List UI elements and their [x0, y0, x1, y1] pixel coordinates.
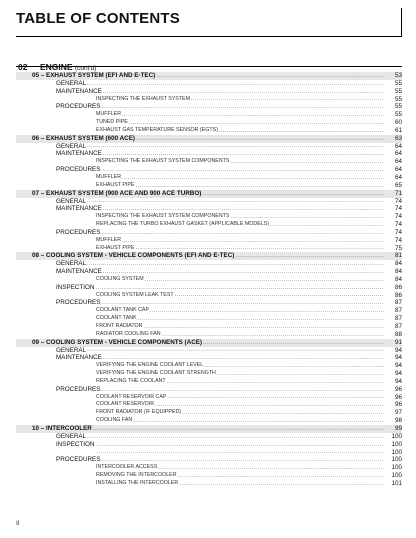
toc-list	[16, 72, 402, 488]
toc-entry-label: MUFFLER	[96, 111, 122, 118]
toc-leader-dots	[103, 269, 384, 276]
toc-entry[interactable]	[16, 347, 402, 355]
toc-entry-label: REPLACING THE COOLANT	[96, 377, 166, 384]
toc-leader-dots	[230, 214, 384, 221]
toc-entry[interactable]	[16, 166, 402, 174]
toc-entry[interactable]	[16, 409, 402, 417]
toc-leader-dots	[179, 481, 384, 488]
toc-entry[interactable]	[16, 472, 402, 480]
toc-page-number: 94	[394, 346, 402, 354]
toc-entry[interactable]	[16, 323, 402, 331]
toc-leader-dots	[158, 465, 384, 472]
toc-leader-dots	[97, 449, 384, 456]
toc-entry-label: INTERCOOLER ACCESS	[96, 464, 158, 471]
toc-leader-dots	[167, 379, 384, 386]
toc-entry-label: GENERAL	[56, 432, 87, 440]
toc-page-number: 74	[394, 205, 402, 213]
toc-page-number: 97	[394, 409, 402, 417]
toc-entry-label: EXHAUST GAS TEMPERATURE SENSOR (EGTS)	[96, 126, 218, 133]
toc-entry[interactable]	[16, 292, 402, 300]
toc-entry-label: COOLING SYSTEM	[96, 275, 144, 282]
toc-entry-label: INSPECTION	[56, 440, 95, 448]
toc-entry[interactable]	[16, 245, 402, 253]
toc-entry[interactable]	[16, 158, 402, 166]
toc-entry-label: COOLING FAN	[96, 417, 133, 424]
toc-entry-label: PROCEDURES	[56, 456, 101, 464]
section-name: ENGINE	[40, 62, 73, 72]
toc-entry[interactable]	[16, 174, 402, 182]
toc-entry[interactable]	[16, 119, 402, 127]
toc-page-number: 63	[394, 134, 402, 142]
toc-entry[interactable]	[16, 284, 402, 292]
toc-page-number: 96	[394, 393, 402, 401]
toc-page-number: 94	[394, 370, 402, 378]
toc-leader-dots	[122, 238, 384, 245]
toc-entry[interactable]	[16, 456, 402, 464]
toc-page-number: 84	[394, 260, 402, 268]
toc-entry-label: MAINTENANCE	[56, 354, 102, 362]
toc-entry-label: INSPECTING THE EXHAUST SYSTEM COMPONENTS	[96, 213, 230, 220]
toc-leader-dots	[96, 442, 385, 449]
toc-page-number: 86	[394, 291, 402, 299]
toc-page-number: 55	[394, 111, 402, 119]
toc-leader-dots	[133, 418, 384, 425]
toc-leader-dots	[167, 394, 384, 401]
toc-page-number: 87	[394, 315, 402, 323]
toc-entry-label: REMOVING THE INTERCOOLER	[96, 472, 177, 479]
toc-entry-label: VERIFYING THE ENGINE COOLANT STRENGTH	[96, 370, 216, 377]
toc-entry[interactable]	[16, 480, 402, 488]
toc-entry[interactable]	[16, 221, 402, 229]
toc-chapter-entry[interactable]	[16, 190, 402, 198]
toc-leader-dots	[87, 143, 384, 150]
toc-leader-dots	[155, 402, 384, 409]
toc-page-number: 61	[394, 126, 402, 134]
toc-entry-label: INSPECTING THE EXHAUST SYSTEM	[96, 95, 190, 102]
header-vertical-rule	[401, 8, 402, 36]
toc-entry[interactable]	[16, 198, 402, 206]
toc-page-number: 86	[394, 283, 402, 291]
toc-entry[interactable]	[16, 394, 402, 402]
toc-entry[interactable]	[16, 213, 402, 221]
toc-entry-label: GENERAL	[56, 197, 87, 205]
toc-entry-label: PROCEDURES	[56, 385, 101, 393]
toc-entry[interactable]	[16, 88, 402, 96]
toc-entry-label: REPLACING THE TURBO EXHAUST GASKET (APPLICABLE MODELS)	[96, 221, 269, 228]
toc-leader-dots	[101, 457, 384, 464]
toc-leader-dots	[191, 96, 384, 103]
toc-entry-label: 10 – INTERCOOLER	[32, 424, 92, 432]
toc-entry-label: RADIATOR COOLING FAN	[96, 330, 161, 337]
toc-page-number: 100	[391, 448, 402, 456]
toc-leader-dots	[217, 371, 384, 378]
toc-page-number: 60	[394, 119, 402, 127]
toc-page-number: 55	[394, 103, 402, 111]
toc-leader-dots	[103, 89, 384, 96]
toc-page-number: 94	[394, 354, 402, 362]
toc-page-number: 94	[394, 362, 402, 370]
page-number: II	[16, 520, 20, 527]
toc-entry-label: PROCEDURES	[56, 166, 101, 174]
toc-entry-label: 05 – EXHAUST SYSTEM (EFI AND E-TEC)	[32, 72, 156, 79]
toc-page-number: 100	[391, 456, 402, 464]
toc-entry-label: EXHAUST PIPE	[96, 244, 135, 251]
toc-leader-dots	[230, 159, 384, 166]
toc-chapter-entry[interactable]	[16, 135, 402, 143]
toc-entry-label: COOLANT TANK	[96, 315, 137, 322]
toc-entry-label: COOLANT TANK CAP	[96, 307, 149, 314]
toc-chapter-entry[interactable]	[16, 252, 402, 260]
toc-page-number: 64	[394, 173, 402, 181]
toc-leader-dots	[145, 277, 384, 284]
toc-entry[interactable]	[16, 401, 402, 409]
toc-leader-dots	[182, 410, 384, 417]
toc-leader-dots	[87, 434, 384, 441]
toc-page-number: 100	[391, 432, 402, 440]
toc-page-number: 101	[391, 479, 402, 487]
toc-page-number: 55	[394, 95, 402, 103]
toc-leader-dots	[101, 387, 384, 394]
toc-entry[interactable]	[16, 143, 402, 151]
toc-entry[interactable]	[16, 417, 402, 425]
toc-entry-label: PROCEDURES	[56, 103, 101, 111]
toc-page-number: 96	[394, 385, 402, 393]
toc-leader-dots	[156, 73, 384, 80]
toc-page-number: 84	[394, 275, 402, 283]
toc-entry-label: GENERAL	[56, 79, 87, 87]
toc-entry-label: MAINTENANCE	[56, 268, 102, 276]
toc-entry-label: PROCEDURES	[56, 228, 101, 236]
toc-entry[interactable]	[16, 127, 402, 135]
toc-leader-dots	[103, 151, 384, 158]
toc-entry[interactable]	[16, 378, 402, 386]
toc-page-number: 100	[391, 440, 402, 448]
toc-leader-dots	[178, 473, 384, 480]
toc-entry-label: MAINTENANCE	[56, 205, 102, 213]
toc-page-number: 91	[394, 338, 402, 346]
toc-entry-label: COOLANT RESERVOIR CAP	[96, 393, 167, 400]
toc-leader-dots	[219, 128, 384, 135]
toc-page-number: 87	[394, 323, 402, 330]
toc-leader-dots	[138, 316, 384, 323]
toc-page-number: 99	[394, 424, 402, 432]
toc-leader-dots	[135, 183, 384, 190]
toc-entry-label: GENERAL	[56, 346, 87, 354]
toc-leader-dots	[93, 426, 384, 433]
page-title: TABLE OF CONTENTS	[16, 10, 180, 27]
toc-leader-dots	[144, 324, 385, 331]
toc-leader-dots	[103, 206, 384, 213]
toc-page-number: 64	[394, 158, 402, 166]
toc-page-number: 55	[394, 87, 402, 95]
toc-entry[interactable]	[16, 449, 402, 457]
toc-leader-dots	[270, 222, 384, 229]
toc-page-number: 53	[394, 72, 402, 79]
toc-page-number: 65	[394, 181, 402, 189]
toc-leader-dots	[101, 230, 384, 237]
toc-page-number: 100	[391, 464, 402, 472]
toc-page-number: 81	[394, 252, 402, 260]
toc-leader-dots	[202, 191, 384, 198]
toc-page-number: 87	[394, 307, 402, 315]
toc-page-number: 74	[394, 197, 402, 205]
toc-leader-dots	[87, 198, 384, 205]
toc-entry-label: FRONT RADIATOR (IF EQUIPPED)	[96, 409, 182, 416]
toc-entry[interactable]	[16, 386, 402, 394]
toc-entry[interactable]	[16, 331, 402, 339]
toc-page-number: 75	[394, 244, 402, 252]
toc-entry-label: 07 – EXHAUST SYSTEM (900 ACE AND 900 ACE TURBO)	[32, 189, 202, 197]
toc-entry[interactable]	[16, 80, 402, 88]
toc-entry-label: GENERAL	[56, 142, 87, 150]
section-continued: (cont'd)	[74, 65, 97, 72]
toc-leader-dots	[136, 136, 384, 143]
toc-entry-label: MUFFLER	[96, 236, 122, 243]
toc-leader-dots	[103, 355, 384, 362]
toc-page-number: 100	[391, 472, 402, 480]
toc-entry-label: INSPECTION	[56, 283, 95, 291]
toc-entry-label: COOLING SYSTEM LEAK TEST	[96, 291, 174, 298]
toc-page-number: 64	[394, 150, 402, 158]
header-rule	[16, 36, 402, 37]
toc-leader-dots	[150, 308, 384, 315]
toc-entry[interactable]	[16, 150, 402, 158]
toc-page-number: 84	[394, 268, 402, 276]
toc-page-number: 71	[394, 189, 402, 197]
toc-entry[interactable]	[16, 182, 402, 190]
toc-page-number: 94	[394, 377, 402, 385]
toc-page-number: 64	[394, 142, 402, 150]
toc-entry[interactable]	[16, 260, 402, 268]
toc-entry-label: VERIFYING THE ENGINE COOLANT LEVEL	[96, 362, 204, 369]
toc-page-number: 74	[394, 221, 402, 229]
toc-entry-label: INSPECTING THE EXHAUST SYSTEM COMPONENTS	[96, 158, 230, 165]
toc-entry[interactable]	[16, 96, 402, 104]
toc-page-number: 64	[394, 166, 402, 174]
toc-leader-dots	[122, 112, 384, 119]
toc-page-number: 96	[394, 401, 402, 409]
toc-entry-label: 09 – COOLING SYSTEM - VEHICLE COMPONENTS (ACE)	[32, 338, 203, 346]
toc-entry[interactable]	[16, 370, 402, 378]
toc-entry[interactable]	[16, 268, 402, 276]
toc-entry[interactable]	[16, 229, 402, 237]
section-number: 02	[18, 62, 28, 72]
toc-entry[interactable]	[16, 103, 402, 111]
toc-leader-dots	[204, 363, 384, 370]
toc-entry[interactable]	[16, 307, 402, 315]
toc-entry[interactable]	[16, 354, 402, 362]
toc-leader-dots	[87, 261, 384, 268]
toc-page-number: 55	[394, 79, 402, 87]
toc-leader-dots	[87, 347, 384, 354]
toc-page-number: 74	[394, 213, 402, 221]
toc-leader-dots	[162, 332, 384, 339]
toc-leader-dots	[101, 167, 384, 174]
toc-entry[interactable]	[16, 237, 402, 245]
toc-page-number: 87	[394, 299, 402, 307]
toc-entry-label: 06 – EXHAUST SYSTEM (600 ACE)	[32, 134, 135, 142]
toc-page-number: 74	[394, 236, 402, 244]
toc-entry[interactable]	[16, 111, 402, 119]
toc-entry-label: GENERAL	[56, 260, 87, 268]
toc-chapter-entry[interactable]	[16, 72, 402, 80]
toc-entry-label: MAINTENANCE	[56, 87, 102, 95]
toc-entry[interactable]	[16, 299, 402, 307]
toc-entry[interactable]	[16, 205, 402, 213]
toc-leader-dots	[135, 245, 384, 252]
toc-page-number: 74	[394, 228, 402, 236]
toc-entry[interactable]	[16, 315, 402, 323]
toc-leader-dots	[96, 285, 385, 292]
toc-entry-label: INSTALLING THE INTERCOOLER	[96, 479, 179, 486]
toc-leader-dots	[101, 104, 384, 111]
toc-entry[interactable]	[16, 441, 402, 449]
toc-leader-dots	[203, 340, 384, 347]
toc-leader-dots	[87, 81, 384, 88]
toc-leader-dots	[129, 120, 384, 127]
toc-leader-dots	[175, 292, 384, 299]
toc-entry[interactable]	[16, 464, 402, 472]
toc-entry-label: COOLANT RESERVOIR	[96, 401, 155, 408]
toc-entry-label: PROCEDURES	[56, 299, 101, 307]
toc-entry[interactable]	[16, 276, 402, 284]
toc-entry-label: EXHAUST PIPE	[96, 181, 135, 188]
toc-entry-label: MAINTENANCE	[56, 150, 102, 158]
toc-entry-label: FRONT RADIATOR	[96, 323, 143, 329]
toc-entry[interactable]	[16, 433, 402, 441]
toc-entry-label: MUFFLER	[96, 173, 122, 180]
toc-leader-dots	[122, 175, 384, 182]
toc-chapter-entry[interactable]	[16, 425, 402, 433]
toc-page-number: 88	[394, 330, 402, 338]
toc-chapter-entry[interactable]	[16, 339, 402, 347]
toc-leader-dots	[235, 253, 384, 260]
toc-page-number: 98	[394, 417, 402, 425]
toc-leader-dots	[101, 300, 384, 307]
toc-entry[interactable]	[16, 362, 402, 370]
toc-entry-label: 08 – COOLING SYSTEM - VEHICLE COMPONENTS (EFI AND E-TEC)	[32, 252, 235, 260]
toc-entry-label: TUNED PIPE	[96, 119, 128, 126]
